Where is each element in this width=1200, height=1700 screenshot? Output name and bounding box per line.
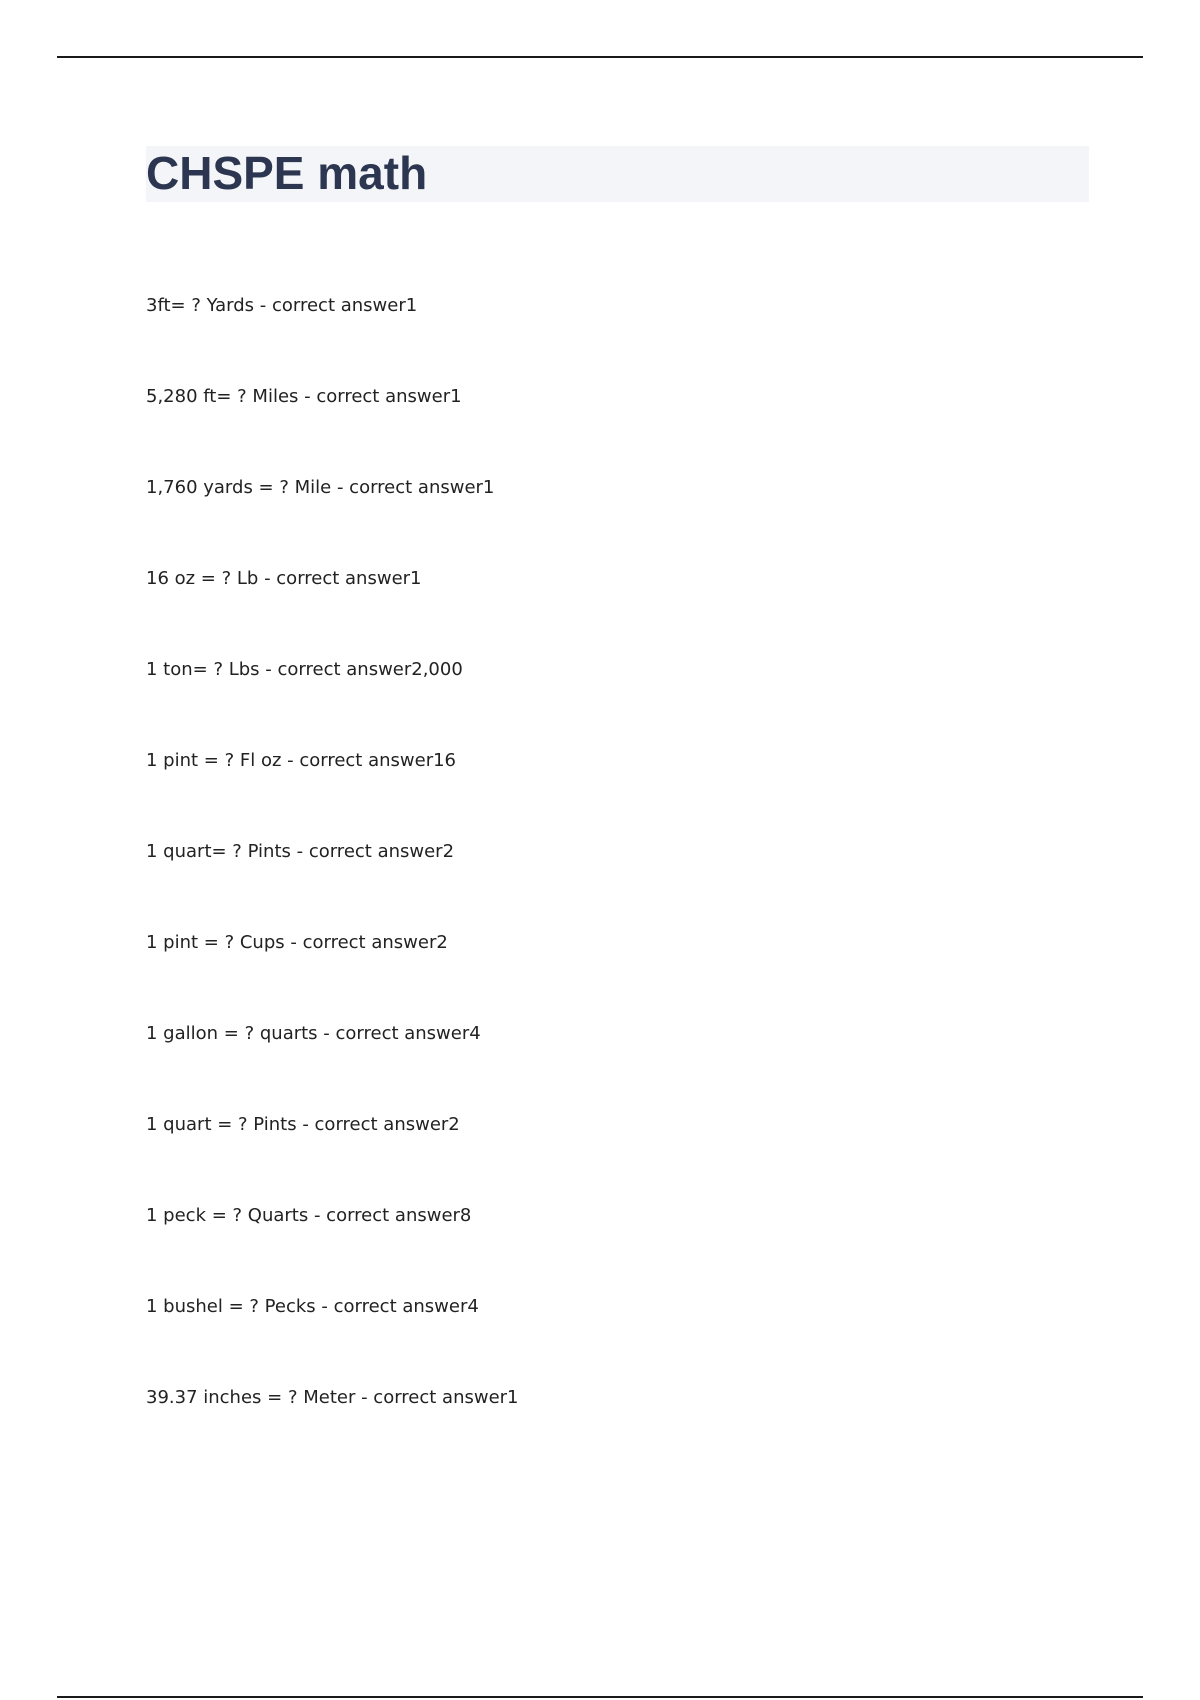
flashcard-item: 16 oz = ? Lb - correct answer1	[146, 568, 422, 589]
top-divider	[57, 56, 1143, 58]
flashcard-item: 1 pint = ? Fl oz - correct answer16	[146, 750, 457, 771]
bottom-divider	[57, 1696, 1143, 1698]
flashcard-item: 39.37 inches = ? Meter - correct answer1	[146, 1387, 519, 1408]
flashcard-item: 1 gallon = ? quarts - correct answer4	[146, 1023, 481, 1044]
flashcard-item: 1 bushel = ? Pecks - correct answer4	[146, 1296, 479, 1317]
flashcard-item: 1 peck = ? Quarts - correct answer8	[146, 1205, 472, 1226]
flashcard-item: 1 quart = ? Pints - correct answer2	[146, 1114, 460, 1135]
page-title: CHSPE math	[146, 147, 428, 199]
flashcard-item: 5,280 ft= ? Miles - correct answer1	[146, 386, 462, 407]
flashcard-item: 1 ton= ? Lbs - correct answer2,000	[146, 659, 463, 680]
flashcard-item: 1,760 yards = ? Mile - correct answer1	[146, 477, 495, 498]
flashcard-list	[146, 292, 1096, 1475]
flashcard-item: 3ft= ? Yards - correct answer1	[146, 295, 418, 316]
flashcard-item: 1 pint = ? Cups - correct answer2	[146, 932, 448, 953]
flashcard-item: 1 quart= ? Pints - correct answer2	[146, 841, 455, 862]
